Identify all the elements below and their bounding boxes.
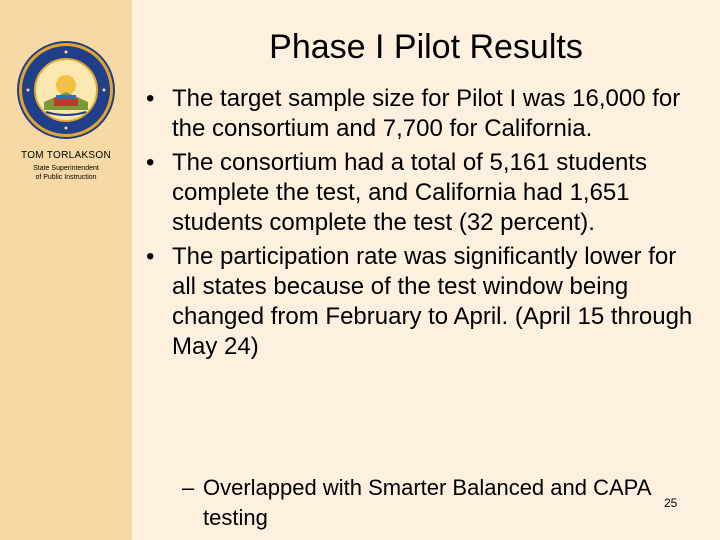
bullet-text: The participation rate was significantly lower for all states because of the test window being changed from February to April. (April 15 through May 24): [172, 243, 693, 360]
bullet-text: The target sample size for Pilot I was 16,000 for the consortium and 7,700 for California.: [172, 85, 681, 142]
officer-title-line2: of Public Instruction: [35, 174, 97, 181]
officer-title: [0, 164, 132, 182]
bullet-item: [146, 84, 696, 144]
bullet-marker: •: [146, 243, 155, 270]
sub-bullet-text: Overlapped with Smarter Balanced and CAPA testing: [203, 475, 651, 530]
officer-title-line1: State Superintendent: [33, 165, 99, 172]
bullet-item: [146, 148, 696, 238]
bullet-list: [146, 84, 696, 366]
california-department-of-education-seal-icon: [16, 40, 116, 140]
bullet-marker: •: [146, 149, 155, 176]
bullet-text: The consortium had a total of 5,161 students complete the test, and California had 1,651 students complete the test (32 percent).: [172, 149, 647, 236]
sub-bullet: [182, 473, 652, 533]
sidebar: [0, 0, 132, 540]
bullet-item: [146, 242, 696, 362]
bullet-marker: •: [146, 85, 155, 112]
slide-title: Phase I Pilot Results: [269, 28, 583, 66]
sub-bullet-marker: –: [182, 475, 195, 500]
officer-name: TOM TORLAKSON: [20, 150, 112, 161]
page-number: 25: [664, 496, 678, 510]
